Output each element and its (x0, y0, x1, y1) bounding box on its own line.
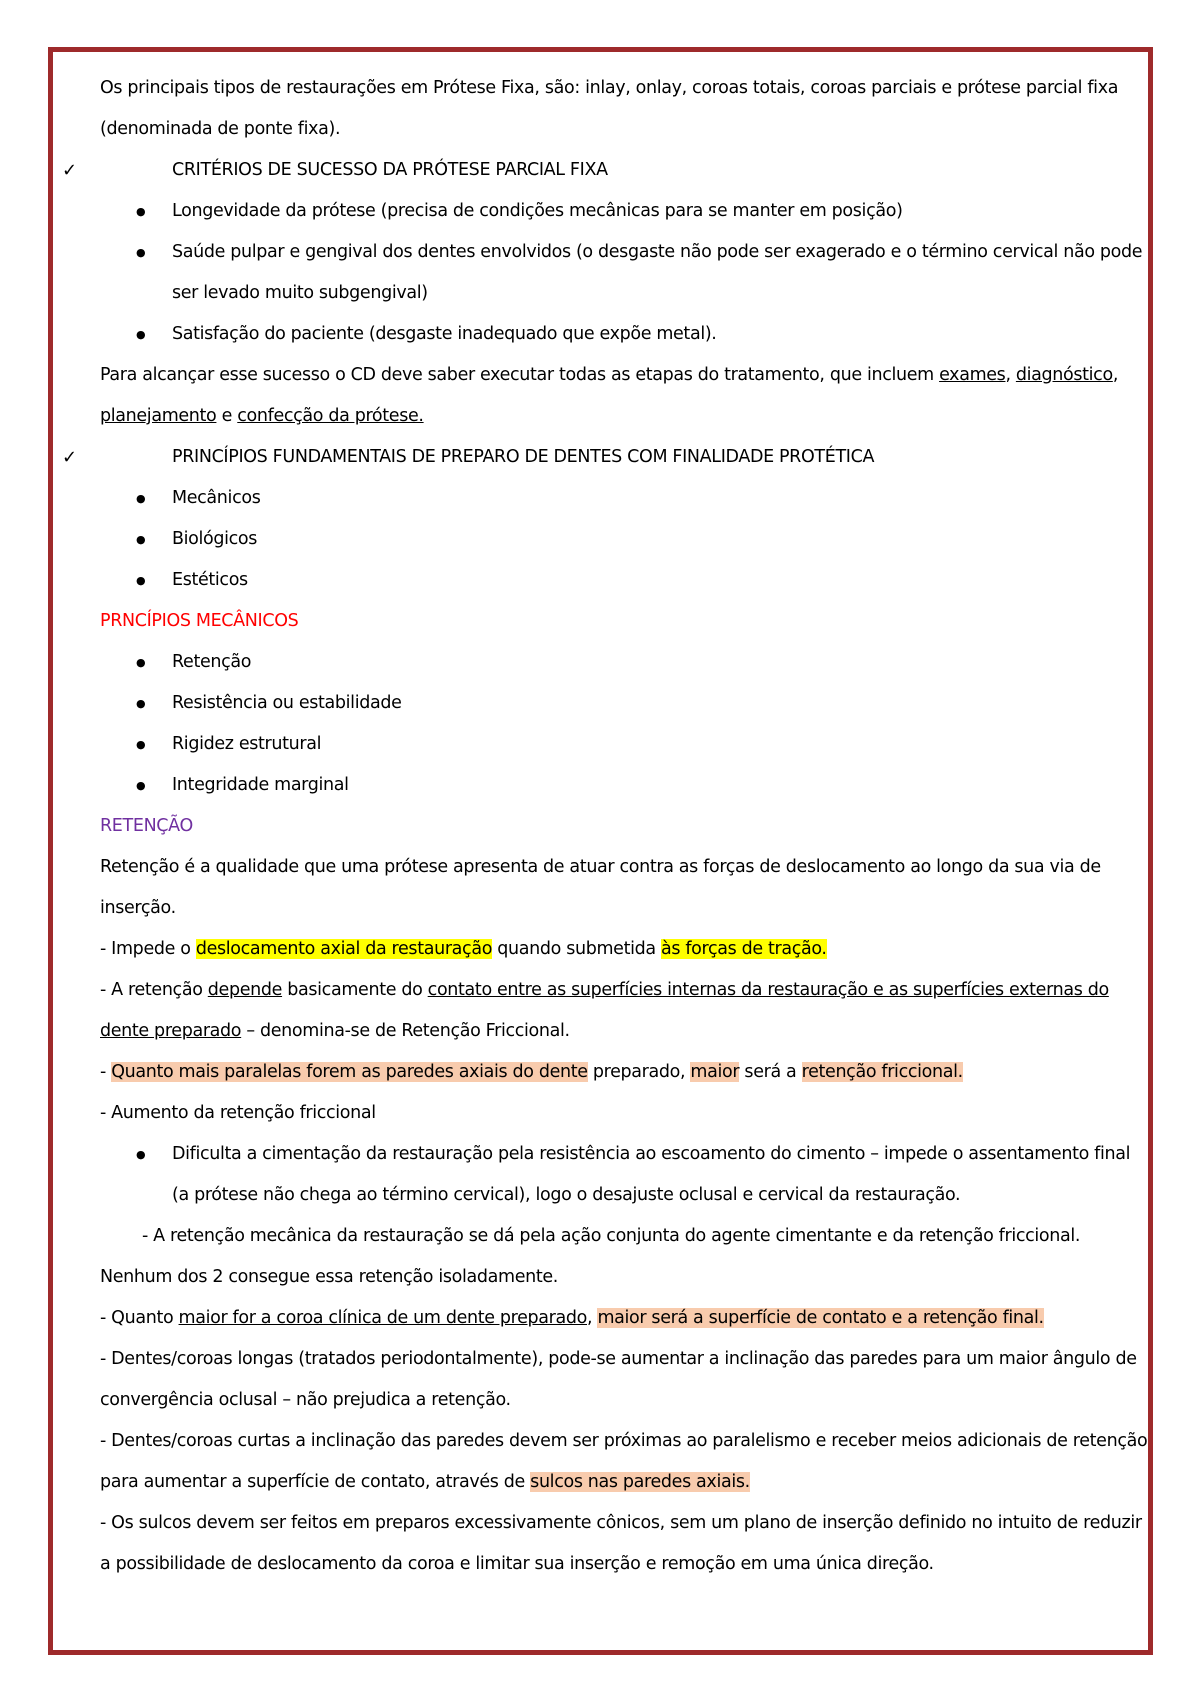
retencao-heading: RETENÇÃO (100, 816, 193, 836)
retencao-paragraph-2: - A retenção depende basicamente do contato entre as superfícies internas da restauração e as superfícies externas do dente preparado – denomina-se de Retenção Friccional. (100, 980, 1109, 1041)
retencao-friccional-list (100, 1134, 1150, 1216)
retencao-paragraph-7: - Dentes/coroas longas (tratados periodontalmente), pode-se aumentar a inclinação das paredes para um maior ângulo de convergência oclusal – não prejudica a retenção. (100, 1349, 1137, 1410)
list-item: ● Estéticos (100, 560, 1150, 601)
retencao-paragraph-6: - Quanto maior for a coroa clínica de um dente preparado, maior será a superfície de contato e a retenção final. (100, 1308, 1044, 1328)
retencao-definition: Retenção é a qualidade que uma prótese apresenta de atuar contra as forças de deslocamento ao longo da sua via de inserção. (100, 857, 1101, 918)
list-item: ● Rigidez estrutural (100, 724, 1150, 765)
mecanicos-heading: PRNCÍPIOS MECÂNICOS (100, 611, 299, 631)
criterios-list (100, 191, 1150, 355)
list-item: ● Longevidade da prótese (precisa de condições mecânicas para se manter em posição) (100, 191, 1150, 232)
retencao-paragraph-4: - Aumento da retenção friccional (100, 1103, 376, 1123)
list-item: ● Saúde pulpar e gengival dos dentes envolvidos (o desgaste não pode ser exagerado e o término cervical não pode ser levado muito subgengival) (100, 232, 1150, 314)
list-item: ● Resistência ou estabilidade (100, 683, 1150, 724)
list-item: ● Satisfação do paciente (desgaste inadequado que expõe metal). (100, 314, 1150, 355)
retencao-paragraph-8: - Dentes/coroas curtas a inclinação das paredes devem ser próximas ao paralelismo e receber meios adicionais de retenção para aumentar a superfície de contato, através de sulcos nas paredes axiais. (100, 1431, 1148, 1492)
sucesso-paragraph: Para alcançar esse sucesso o CD deve saber executar todas as etapas do tratamento, que incluem exames, diagnóstico, planejamento e confecção da prótese. (100, 365, 1119, 426)
intro-paragraph: Os principais tipos de restaurações em Prótese Fixa, são: inlay, onlay, coroas totais, coroas parciais e prótese parcial fixa (denominada de ponte fixa). (100, 78, 1119, 139)
retencao-paragraph-5a: - A retenção mecânica da restauração se dá pela ação conjunta do agente cimentante e da retenção friccional. (142, 1226, 1081, 1246)
retencao-paragraph-3: - Quanto mais paralelas forem as paredes axiais do dente preparado, maior será a retenção friccional. (100, 1062, 963, 1082)
list-item: ● Retenção (100, 642, 1150, 683)
retencao-paragraph-1: - Impede o deslocamento axial da restauração quando submetida às forças de tração. (100, 939, 827, 959)
list-item: ● Mecânicos (100, 478, 1150, 519)
principios-list (100, 478, 1150, 601)
list-item: ● Dificulta a cimentação da restauração pela resistência ao escoamento do cimento – impede o assentamento final (a prótese não chega ao término cervical), logo o desajuste oclusal e cervical da restauração. (100, 1134, 1150, 1216)
retencao-paragraph-5b: Nenhum dos 2 consegue essa retenção isoladamente. (100, 1267, 559, 1287)
mecanicos-list (100, 642, 1150, 806)
principios-heading: ✓ PRINCÍPIOS FUNDAMENTAIS DE PREPARO DE DENTES COM FINALIDADE PROTÉTICA (100, 437, 1150, 478)
list-item: ● Integridade marginal (100, 765, 1150, 806)
document-body (100, 68, 1150, 1585)
retencao-paragraph-9: - Os sulcos devem ser feitos em preparos excessivamente cônicos, sem um plano de inserção definido no intuito de reduzir a possibilidade de deslocamento da coroa e limitar sua inserção e remoção em uma única direção. (100, 1513, 1142, 1574)
criterios-heading: ✓ CRITÉRIOS DE SUCESSO DA PRÓTESE PARCIAL FIXA (100, 150, 1150, 191)
list-item: ● Biológicos (100, 519, 1150, 560)
